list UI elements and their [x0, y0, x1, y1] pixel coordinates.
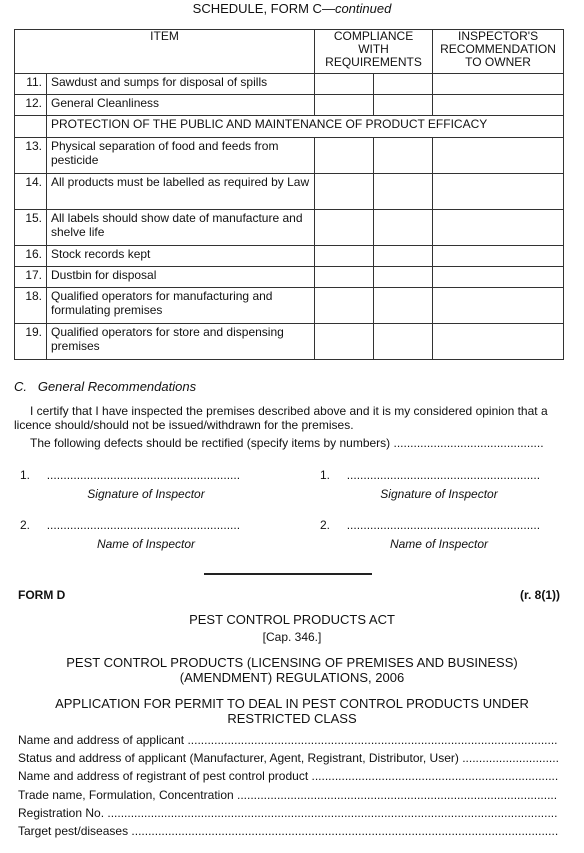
table-row: 19. Qualified operators for store and dispensing premises: [15, 324, 564, 360]
field-applicant-name[interactable]: Name and address of applicant .....: [18, 733, 558, 747]
application-title: APPLICATION FOR PERMIT TO DEAL IN PEST CONTROL PRODUCTS UNDER RESTRICTED CLASS: [55, 696, 529, 726]
field-applicant-status[interactable]: Status and address of applicant (Manufacturer, Agent, Registrant, Distributor, User) .....: [18, 751, 558, 765]
name-label-1: Name of Inspector: [96, 537, 196, 551]
header-inspector: INSPECTOR'S RECOMMENDATION TO OWNER: [433, 30, 564, 74]
field-registrant[interactable]: Name and address of registrant of pest control product .....: [18, 769, 558, 783]
table-row: 16. Stock records kept: [15, 246, 564, 267]
signature-label-2: Signature of Inspector: [380, 487, 498, 501]
table-row: 13. Physical separation of food and feeds from pesticide: [15, 138, 564, 174]
signature-line-1: 1. ..........................................................: [20, 468, 241, 482]
cap-ref: [Cap. 346.]: [262, 630, 322, 644]
section-divider: [204, 573, 372, 575]
name-label-2: Name of Inspector: [389, 537, 489, 551]
field-registration-no[interactable]: Registration No. .....: [18, 806, 558, 820]
signature-line-2: 1. ..........................................................: [320, 468, 541, 482]
regulations-title: PEST CONTROL PRODUCTS (LICENSING OF PREMISES AND BUSINESS) (AMENDMENT) REGULATIONS, 2006: [66, 655, 518, 685]
general-recommendations-heading: C. General Recommendations: [14, 379, 197, 394]
inspection-table: [14, 29, 564, 360]
table-row: 12. General Cleanliness: [15, 95, 564, 116]
header-compliance: COMPLIANCE WITH REQUIREMENTS: [315, 30, 433, 74]
field-trade-name[interactable]: Trade name, Formulation, Concentration .....: [18, 788, 558, 802]
act-title: PEST CONTROL PRODUCTS ACT: [189, 612, 395, 627]
certify-text: I certify that I have inspected the premises described above and it is my considered opinion that a licence should/should not be issued/withdrawn for the premises.: [14, 404, 548, 432]
form-d-rule-ref: (r. 8(1)): [519, 588, 560, 602]
table-row: 15. All labels should show date of manufacture and shelve life: [15, 210, 564, 246]
header-item: ITEM: [15, 30, 315, 74]
table-row: 18. Qualified operators for manufacturing and formulating premises: [15, 288, 564, 324]
table-row: 11. Sawdust and sumps for disposal of spills: [15, 74, 564, 95]
name-line-1: 2. ..........................................................: [20, 518, 241, 532]
table-row: 14. All products must be labelled as required by Law: [15, 174, 564, 210]
form-d-label: FORM D: [18, 588, 66, 602]
field-target-pest[interactable]: Target pest/diseases .....: [18, 824, 558, 838]
name-line-2: 2. ..........................................................: [320, 518, 541, 532]
table-row: 17. Dustbin for disposal: [15, 267, 564, 288]
signature-label-1: Signature of Inspector: [87, 487, 205, 501]
defects-line: The following defects should be rectified (specify items by numbers) .............................................: [30, 436, 544, 450]
section-row: PROTECTION OF THE PUBLIC AND MAINTENANCE OF PRODUCT EFFICACY: [15, 116, 564, 138]
schedule-title: SCHEDULE, FORM C—continued: [192, 1, 392, 16]
